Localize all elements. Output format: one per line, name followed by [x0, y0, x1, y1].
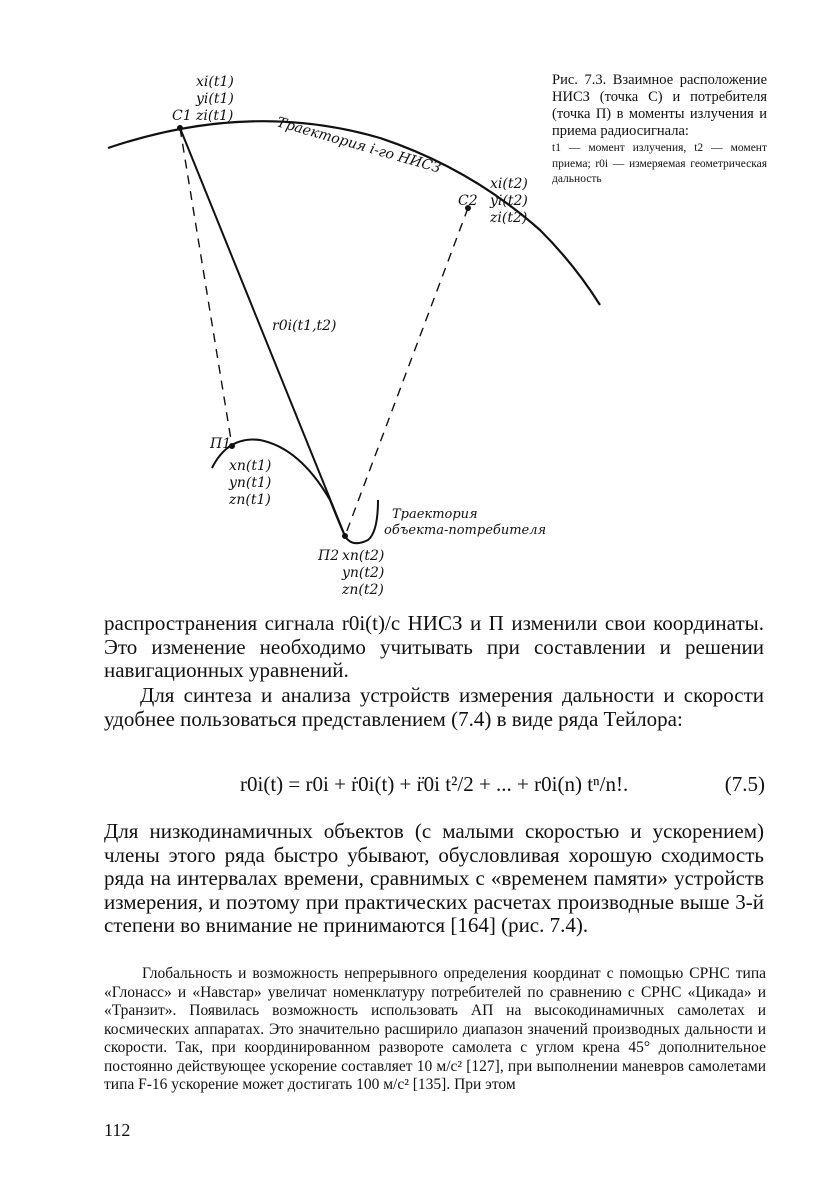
label-xi-t1: xi(t1) [196, 74, 234, 90]
label-zi-t2: zi(t2) [490, 210, 528, 226]
small-paragraph: Глобальность и возможность непрерывного определения координат с помощью СРНС типа «Глонасс» и «Навстар» увеличат номенклатуру потребителей по сравнению с СРНС «Цикада» и «Транзит». Появилась возможность использовать АП на высокодинамичных самолетах и космических аппаратах. Это значительно расширило диапазон значений производных дальности и скорости. Так, при координированном развороте самолета с углом крена 45° дополнительное постоянно действующее ускорение составляет 10 м/с² [127], при выполнении маневров самолетами типа F-16 ускорение может достигать 100 м/с² [135]. При этом [104, 965, 766, 1093]
label-yn-t2: yn(t2) [342, 565, 385, 581]
formula-7-5 [240, 760, 765, 808]
caption-main: Рис. 7.3. Взаимное расположение НИСЗ (точка С) и потребителя (точка П) в моменты излучения и приема радиосигнала: [552, 72, 767, 139]
equation-number: (7.5) [724, 772, 765, 796]
figure-caption [552, 72, 767, 188]
label-user-trajectory-2: объекта-потребителя [384, 523, 547, 538]
label-yi-t1: yi(t1) [196, 91, 234, 107]
paragraph-3: Для низкодинамичных объектов (с малыми скоростью и ускорением) члены этого ряда быстро убывают, обусловливая хорошую сходимость ряда на интервалах времени, сравнимых с «временем памяти» устройств измерения, и поэтому при практических расчетах производные выше 3-й степени во внимание не принимаются [164] (рис. 7.4). [104, 819, 764, 937]
label-zi-t1: zi(t1) [196, 108, 234, 124]
point-p2 [342, 533, 348, 539]
point-c1 [177, 125, 183, 131]
label-yi-t2: yi(t2) [490, 193, 528, 209]
caption-note: t1 — момент излучения, t2 — момент приема; r0i — измеряемая геометрическая дальность [552, 142, 767, 185]
label-c2: C2 [458, 193, 478, 209]
label-zn-t2: zn(t2) [342, 582, 384, 598]
label-p2: П2 [318, 548, 340, 564]
label-satellite-trajectory: Траектория i-го НИСЗ [274, 114, 443, 177]
dashed-line-c2-p2 [345, 208, 468, 536]
label-p1: П1 [210, 436, 232, 452]
label-xi-t2: xi(t2) [490, 176, 528, 192]
label-c1: C1 [172, 108, 192, 124]
dashed-line-c1-p1 [180, 128, 232, 446]
label-user-trajectory-1: Траектория [392, 507, 478, 522]
label-range: r0i(t1,t2) [272, 318, 337, 334]
label-yn-t1: yn(t1) [229, 475, 272, 491]
label-zn-t1: zn(t1) [229, 492, 271, 508]
paragraph-2: Для синтеза и анализа устройств измерения дальности и скорости удобнее пользоваться представлением (7.4) в виде ряда Тейлора: [104, 683, 764, 731]
page-number: 112 [104, 1120, 131, 1140]
formula-expression: r0i(t) = r0i + ṙ0i(t) + r̈0i t²/2 + ... + r0i(n) tⁿ/n!. [240, 772, 629, 796]
label-xn-t1: xn(t1) [229, 458, 272, 474]
paragraph-1: распространения сигнала r0i(t)/c НИСЗ и П изменили свои координаты. Это изменение необходимо учитывать при составлении и решении навигационных уравнений. [104, 611, 764, 682]
label-xn-t2: xn(t2) [342, 548, 385, 564]
